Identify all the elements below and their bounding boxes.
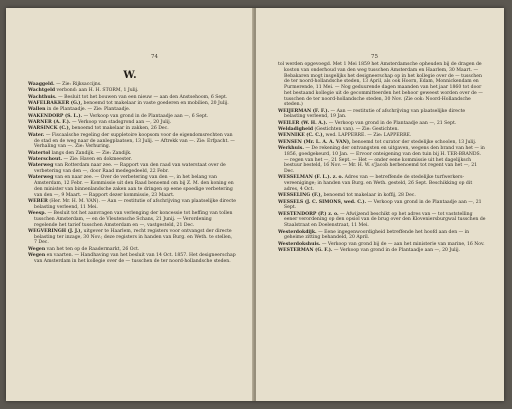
- entry-term: Water.: [28, 132, 45, 138]
- entry-term: WESTENDORP (P.) z. o.: [278, 211, 339, 217]
- index-entry: [278, 242, 486, 248]
- entry-term: WEILER (W. H. A.).: [278, 120, 328, 126]
- entry-term: Waterweg: [28, 175, 54, 181]
- entry-text: — Verkoop van stadsgrond aan —, 20 Julij.: [70, 120, 172, 126]
- index-entry: [28, 163, 236, 175]
- entry-term: Westerdokshuis.: [278, 241, 321, 247]
- page-number: 75: [371, 54, 378, 60]
- entry-term: Wachthuis.: [28, 94, 57, 100]
- index-entry: [28, 126, 236, 132]
- index-entry: [278, 200, 486, 212]
- entry-text: benoemd tot makelaar in koffij, 28 Dec.: [322, 193, 416, 199]
- entry-text: wed. LAPPERRE. — Zie: LAPPERRE.: [324, 133, 412, 139]
- left-page: [6, 8, 254, 401]
- index-entry: [28, 247, 236, 253]
- index-entry: [278, 62, 486, 108]
- entry-term: WENNIKE (C. C.),: [278, 133, 325, 139]
- index-entry: [278, 212, 486, 229]
- entry-term: WESTERMAN (G. F.).: [278, 247, 333, 253]
- section-heading: W.: [123, 70, 137, 81]
- entry-term: WARSINCK (C.),: [28, 126, 71, 132]
- index-entry: [28, 95, 236, 101]
- index-entry: [28, 114, 236, 120]
- entry-text: — Zie: Rijksaccijns.: [54, 82, 102, 87]
- entry-text: — Besluit tot het bouwen van een nieuw — aan den Anstsehoom, 6 Sept.: [56, 94, 228, 100]
- entry-text: uitgever te Haarlem, recht registers voor ontvangst der directe belasting ter inzage, 30 Nov.; deze registers in handen van Burg. en Weth. te stellen, 7 Dec.: [34, 228, 233, 246]
- entry-text: (Gestichten van). — Zie: Gestichten.: [313, 127, 399, 133]
- entry-text: in de Plantaadje. — Zie: Plantaadje.: [45, 107, 131, 113]
- entry-text: — Verkoop van grond in de Plantaadje aan —, 21 Sept.: [284, 199, 482, 211]
- entry-term: Westerdokdijk.: [278, 229, 317, 235]
- entry-text: — Fiscaalsche regeling der suppletoire koopsom voor de eigendomsrechten van de stad en de weg naar de aanlegplaatsen, 13 Julij. — Aftrekk van —. Zie: Erfpacht. — Verhaling van —. Zie: Verhuring.: [34, 132, 235, 150]
- index-entry: [28, 211, 236, 228]
- entry-term: Watertol: [28, 150, 51, 156]
- entry-term: Waterweg: [28, 163, 54, 169]
- entry-text: — Verkoop van grond bij de — aan het ministerie van marine, 16 Nov.: [320, 241, 485, 247]
- entry-text: — Verkoop van grond in de Plantaadje aan —, 21 Sept.: [327, 120, 457, 126]
- entry-term: WENSEN (Mr. L. A. A. VAN),: [278, 139, 351, 145]
- index-entry: [278, 127, 486, 133]
- entry-term: WESSELING (F.),: [278, 193, 323, 199]
- entry-term: Wachtgeld: [28, 88, 56, 94]
- entry-term: Weesp.: [28, 211, 47, 217]
- entry-term: WESSELS (J. C. SIMONS, wed. C.).: [278, 199, 367, 205]
- entry-text: — Zie: Haven en dokmeester.: [62, 156, 132, 162]
- open-book: [6, 8, 504, 401]
- index-entry: [28, 82, 236, 88]
- index-entry: [28, 88, 236, 94]
- index-entry: [278, 140, 486, 146]
- entry-text: — Verkoop van grond in de Plantaadje aan —, 6 Sept.: [82, 113, 209, 119]
- entry-term: Wegen: [28, 246, 46, 252]
- right-page: [256, 8, 504, 401]
- entry-text: van Rotterdam naar zee. — Rapport van den raad van waterstaat over de verbetering van den —, door Raad medegedeeld, 22 Febr.: [34, 163, 226, 175]
- entry-text: benoemd tot makelaar in vaste goederen en mobilien, 20 Julij.: [82, 101, 229, 107]
- entry-text: en vaarten. — Handhaving van het besluit van 14 Oct. 1857. Het designeerschap van Amsterdam in het kollegie over de — tusschen de ter noord-hollandsche steden.: [34, 253, 236, 264]
- entry-text: — Besluit tot het aanvragen van verlenging der koncessie tot heffing van tollen tusschen Amsterdam, — en de Vleutensche Schans, 21 Junij. — Verordening regelende het tarief tusschen Amsterdam en —, vastgesteld, 21 Dec.: [34, 211, 233, 228]
- entry-term: Weldadigheid: [278, 127, 314, 133]
- index-entry: [28, 120, 236, 126]
- index-entry: [278, 133, 486, 139]
- entry-term: Wallen: [28, 107, 46, 113]
- entry-term: Waterschout.: [28, 156, 63, 162]
- entry-term: WAFELBAKKER (G.),: [28, 101, 83, 107]
- index-entry: [28, 107, 236, 113]
- entry-term: WARNER (A. F.).: [28, 120, 71, 126]
- entry-term: WESSELMAN (F. L.). z. o.: [278, 175, 344, 181]
- entry-text: (Her. Mr. H. M. VAN). — Aan — restitutie of afschrijving van plaatselijke directe belasting verleend, 11 Mei.: [34, 198, 236, 210]
- entry-text: van het ten op de Raadermarkt, 26 Oct.: [45, 246, 140, 252]
- entry-text: — Afwijzend beschikt op het adres van — tot vaststelling eener verordening op den opsiol van de brug over den Kloveniersburgwal tusschen de Staalstraat en Doelenstraat, 11 Mei.: [284, 211, 486, 229]
- index-entry: [28, 133, 236, 150]
- entry-text: — De rekening der ontvangsten en uitgaven, wegens den brand van het — in 1856, goedgekeurd, 10 Jan. — Ervoor onteigening van den tuin bij H. TER-BRANDS. — regen van het —, 21 Sept. — Het — onder eene kommissie uit het dagelijksch bestuur besteld, 16 Nov. — Mr. H. W. s'Jacob herbenoemd tot regent van het —, 21 Dec.: [284, 146, 485, 175]
- page-number: 74: [151, 54, 158, 60]
- index-entry: [278, 193, 486, 199]
- index-entry: [28, 253, 236, 265]
- entry-text: van en naar zee. — Over de verbetering van den —, in het belang van Amsterdam, 12 Febr. — Kommissie uit den Raad benoemd om bij Z. M. den koning en den minister van binnenlandsche zaken aan te dringen op eene spoedige verbetering van den —, 9 Maart. — Rapport dezer kommissie, 23 Maart.: [34, 175, 234, 198]
- entry-text: benoemd tot makelaar in zakken, 26 Dec.: [70, 126, 169, 132]
- entry-text: — Verkoop van grond in de Plantaadje aan —, 20 Julij.: [332, 247, 460, 253]
- index-entry: [28, 199, 236, 211]
- entry-term: WAKENDORP (S. L.).: [28, 113, 83, 119]
- entry-text: — Eene ingegenwoordigheid betreffende het hoofd aan den — in geheime zitting behandeld, 20 April.: [284, 229, 470, 241]
- entry-term: Waaggeld.: [28, 82, 55, 87]
- entry-text: benoemd tot curator der stedelijke schoolen, 13 Julij.: [350, 139, 477, 145]
- index-entry: [278, 121, 486, 127]
- entry-text: verbond: aan H. H. STORM, 1 Julij.: [55, 88, 139, 94]
- index-entries: [278, 62, 486, 254]
- index-entry: [28, 101, 236, 107]
- index-entry: [28, 175, 236, 198]
- index-entry: [28, 157, 236, 163]
- entry-text: Adres van — betreffende de stedelijke turfwerkers-vereeniginge; in handen van Burg. en Weth. gesteld, 26 Sept. Beschikking op dit adres, 4 Oct.: [284, 175, 473, 192]
- entry-text: — Aan — restitutie of afschrijving van plaatselijke directe belasting verleend, 19 Jan.: [284, 108, 466, 120]
- index-entry: [278, 175, 486, 192]
- entry-text: langs den Zandijk. — Zie: Zandijk.: [50, 150, 132, 156]
- index-entry: [278, 146, 486, 175]
- index-entries: [28, 82, 236, 265]
- entry-term: WEIJERMAN (F. F.).: [278, 108, 330, 114]
- entry-term: WEBER: [28, 198, 48, 204]
- index-entry: [278, 109, 486, 121]
- entry-term: Werkhuis.: [278, 146, 304, 152]
- entry-text: tol werden opgevoegd. Met 1 Mei 1859 het Amsterdamsche opheuden bij de dragen de koston van onderhoud van den weg tusschen Amsterdam en Haarlem, 30 Maart. — Bebakaren mogt insgelijks het designeerschap op in het kollegie over de — tusschen de ter noord-hollandsche steden, 13 April, als ook Hoorn, Edam, Monnickendam en Purmerende, 11 Mei. — Nog geduurende dagen maanden van het jaar 1860 tot door het bestaand kollegie uit de gecommitteerden het behoor geweest worden over de — tusschen de ter noord-hollandsche steden, 30 Nov. (Zie ook: Noord-Hollandsche steden.): [278, 62, 483, 108]
- index-entry: [278, 248, 486, 254]
- index-entry: [278, 230, 486, 242]
- entry-term: WEGVERINGH (J. J.),: [28, 228, 83, 234]
- entry-term: Wegen: [28, 253, 46, 259]
- index-entry: [28, 151, 236, 157]
- index-entry: [28, 229, 236, 246]
